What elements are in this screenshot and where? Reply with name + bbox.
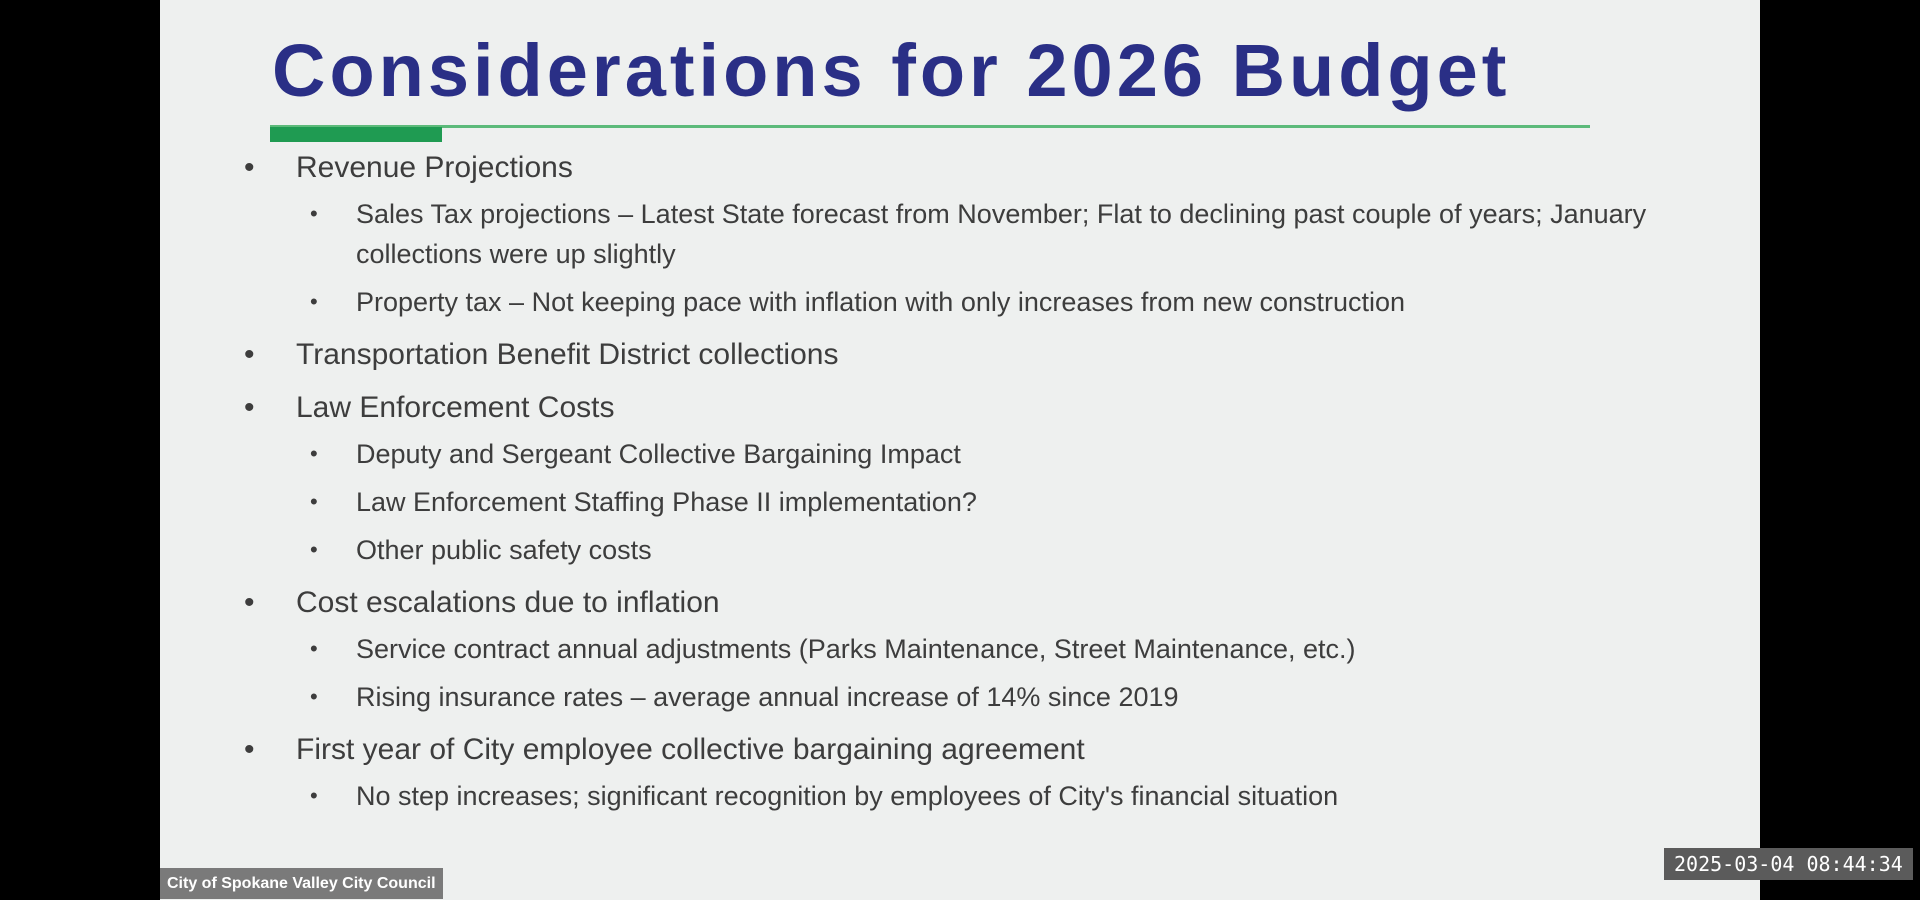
sub-bullet-marker: • [310,636,318,661]
bullet-marker: • [244,733,255,766]
sub-bullet-item [296,282,1730,322]
sub-bullet-marker: • [310,489,318,514]
sub-bullet-marker: • [310,783,318,808]
sub-bullet-text: No step increases; significant recognition by employees of City's financial situation [356,781,1339,811]
sub-bullet-item [296,194,1730,274]
sub-bullet-text: Rising insurance rates – average annual increase of 14% since 2019 [356,682,1179,712]
bullet-item [230,388,1730,570]
sub-bullet-list [296,629,1730,717]
bullet-marker: • [244,586,255,619]
bullet-text: First year of City employee collective bargaining agreement [296,733,1085,766]
bullet-text: Revenue Projections [296,151,573,184]
title-underline-accent [270,127,442,142]
channel-caption: City of Spokane Valley City Council [160,868,443,899]
sub-bullet-text: Service contract annual adjustments (Parks Maintenance, Street Maintenance, etc.) [356,634,1356,664]
timestamp-overlay: 2025-03-04 08:44:34 [1664,848,1913,880]
sub-bullet-marker: • [310,289,318,314]
sub-bullet-item [296,677,1730,717]
bullet-item [230,148,1730,322]
sub-bullet-marker: • [310,201,318,226]
sub-bullet-text: Property tax – Not keeping pace with inflation with only increases from new construction [356,287,1406,317]
bullet-marker: • [244,338,255,371]
sub-bullet-item [296,530,1730,570]
sub-bullet-text: Sales Tax projections – Latest State forecast from November; Flat to declining past couple of years; January collections were up slightly [356,199,1647,269]
sub-bullet-text: Deputy and Sergeant Collective Bargaining Impact [356,439,961,469]
sub-bullet-list [296,434,1730,570]
bullet-list [230,148,1730,829]
sub-bullet-marker: • [310,684,318,709]
slide-title: Considerations for 2026 Budget [272,29,1511,112]
sub-bullet-marker: • [310,537,318,562]
sub-bullet-item [296,629,1730,669]
bullet-marker: • [244,151,255,184]
presentation-slide [160,0,1760,900]
sub-bullet-text: Other public safety costs [356,535,652,565]
title-underline [270,125,1590,128]
bullet-item [230,730,1730,816]
bullet-text: Transportation Benefit District collections [296,338,839,371]
sub-bullet-item [296,434,1730,474]
bullet-text: Law Enforcement Costs [296,391,615,424]
sub-bullet-text: Law Enforcement Staffing Phase II implementation? [356,487,977,517]
sub-bullet-marker: • [310,441,318,466]
sub-bullet-item [296,776,1730,816]
sub-bullet-list [296,776,1730,816]
sub-bullet-list [296,194,1730,322]
sub-bullet-item [296,482,1730,522]
bullet-marker: • [244,391,255,424]
bullet-text: Cost escalations due to inflation [296,586,720,619]
bullet-item [230,583,1730,717]
bullet-item [230,335,1730,375]
